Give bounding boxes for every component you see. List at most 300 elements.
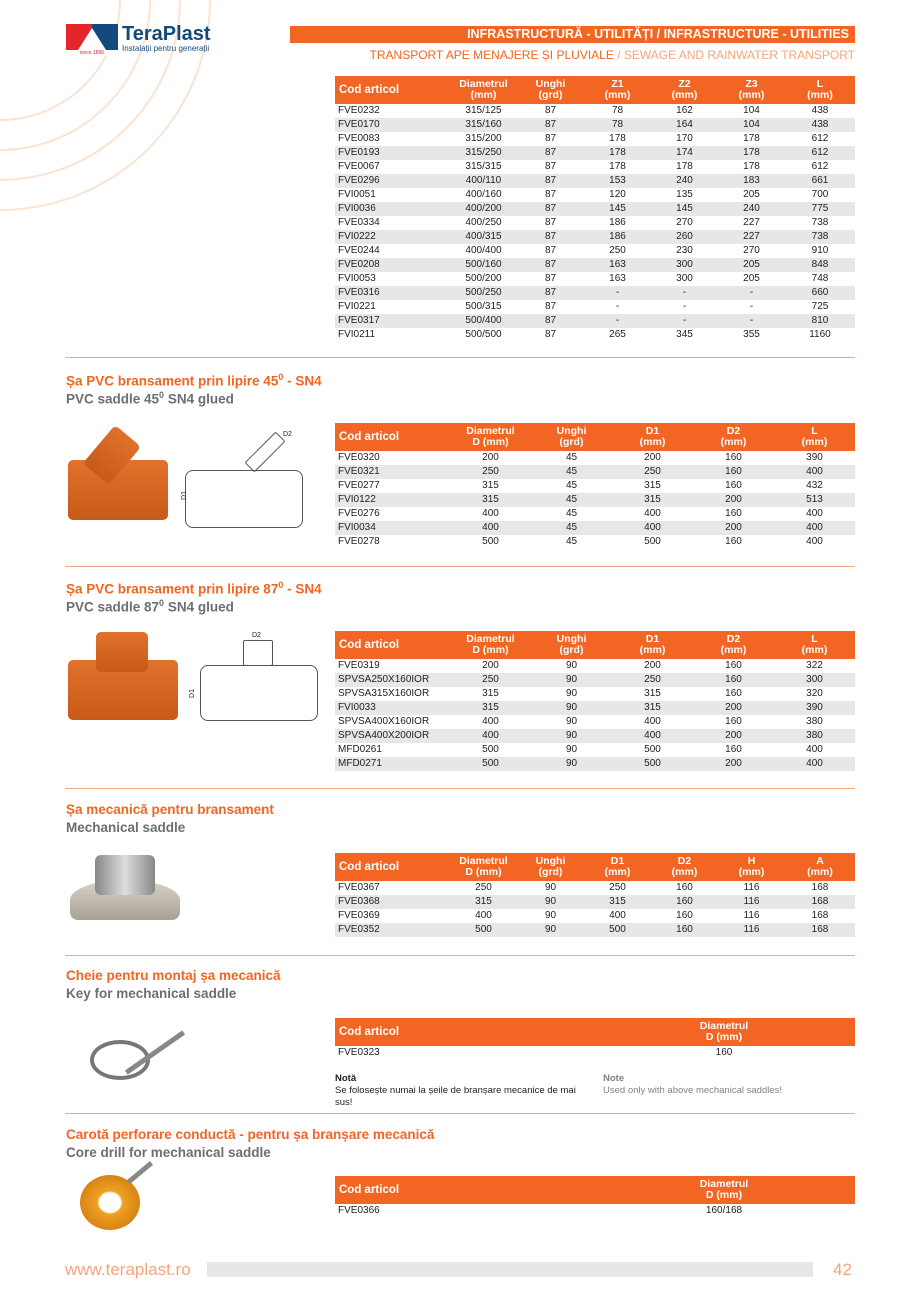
column-header: Unghi (grd): [531, 631, 612, 659]
table-cell: 315/200: [465, 133, 502, 144]
column-header: H (mm): [718, 853, 785, 881]
section-divider: [65, 1113, 855, 1114]
column-header: D2 (mm): [651, 853, 718, 881]
table-cell: 160: [725, 688, 742, 699]
table-header-row: [335, 1018, 855, 1046]
table-row: [335, 757, 855, 771]
table-cell: 315: [612, 493, 693, 507]
table-cell: 250: [612, 465, 693, 479]
table-row: [335, 132, 855, 146]
table-cell: 153: [584, 174, 651, 188]
article-code-cell: FVE0352: [335, 923, 450, 937]
section-title: Șa PVC bransament prin lipire $87^0 - SN4$: [66, 580, 322, 597]
article-code-cell: FVE0366: [338, 1205, 380, 1216]
table-cell: 315/160: [450, 118, 517, 132]
article-code-cell: FVI0051: [338, 189, 376, 200]
table-header-row: [335, 631, 855, 659]
table-cell: 315: [644, 688, 661, 699]
article-code-cell: MFD0261: [338, 744, 382, 755]
article-code-cell: FVI0034: [335, 521, 450, 535]
table-cell: 200: [693, 521, 774, 535]
table-cell: 160: [715, 1047, 733, 1058]
table-cell: 90: [517, 895, 584, 909]
footer-website-link[interactable]: www.teraplast.ro: [65, 1260, 191, 1279]
table-cell: 400: [806, 744, 823, 755]
table-row: [335, 272, 855, 286]
table-cell: 87: [544, 245, 557, 256]
table-cell: 250: [450, 465, 531, 479]
section-title: Șa mecanică pentru bransament: [66, 802, 274, 817]
table-cell: 400: [806, 508, 823, 519]
column-header: A (mm): [785, 853, 855, 881]
article-code-cell: FVI0122: [335, 493, 450, 507]
table-cell: 160: [651, 895, 718, 909]
table-cell: 500/160: [450, 258, 517, 272]
table-cell: 160: [676, 882, 693, 893]
table-cell: 45: [531, 465, 612, 479]
section-title: Carotă perforare conductă - pentru șa branșare mecanică: [66, 1127, 435, 1142]
table-cell: 500: [482, 744, 499, 755]
table-cell: 87: [544, 105, 557, 116]
table-row: [335, 230, 855, 244]
table-cell: 250: [450, 673, 531, 687]
table-cell: 315/125: [465, 105, 502, 116]
table-cell: 315/315: [465, 161, 502, 172]
table-cell: 400: [774, 757, 855, 771]
table-cell: 848: [785, 258, 855, 272]
table-row: [335, 104, 855, 118]
table-cell: 200: [693, 701, 774, 715]
subtitle-en: SEWAGE AND RAINWATER TRANSPORT: [623, 48, 855, 62]
logo-since: since 1896: [79, 50, 105, 56]
section-title: Cheie pentru montaj șa mecanică: [66, 968, 281, 983]
table-cell: 87: [544, 189, 557, 200]
table-cell: 87: [544, 273, 557, 284]
table-cell: 227: [743, 217, 760, 228]
table-cell: 400: [644, 508, 661, 519]
article-code-cell: FVE0317: [335, 314, 450, 328]
table-row: [335, 174, 855, 188]
article-code-cell: FVE0278: [338, 536, 380, 547]
table-cell: 432: [806, 480, 823, 491]
column-header: L (mm): [785, 76, 855, 104]
table-cell: 170: [676, 133, 693, 144]
table-cell: 315: [612, 701, 693, 715]
table-cell: 315: [450, 493, 531, 507]
table-cell: 315/250: [450, 146, 517, 160]
table-cell: 205: [718, 258, 785, 272]
subtitle-ro: TRANSPORT APE MENAJERE ȘI PLUVIALE: [369, 48, 614, 62]
table-cell: 145: [651, 202, 718, 216]
table-cell: 500: [450, 757, 531, 771]
table-cell: 104: [743, 105, 760, 116]
column-header: Cod articol: [335, 1018, 593, 1046]
table-row: [335, 743, 855, 757]
table-cell: 87: [544, 329, 557, 340]
table-cell: 45: [565, 480, 578, 491]
table-cell: 500/250: [450, 286, 517, 300]
table-cell: 400: [450, 729, 531, 743]
table-cell: 438: [785, 118, 855, 132]
table-cell: 661: [785, 174, 855, 188]
table-cell: 120: [609, 189, 626, 200]
section-divider: [65, 788, 855, 789]
table-cell: 186: [609, 217, 626, 228]
table-row: [335, 881, 855, 895]
category-subtitle: [290, 48, 855, 62]
article-code-cell: FVE0316: [335, 286, 450, 300]
product-table-saddle-45: [335, 423, 855, 549]
table-cell: 612: [811, 161, 829, 172]
table-row: [335, 479, 855, 493]
table-cell: 164: [651, 118, 718, 132]
column-header: Cod articol: [335, 853, 450, 881]
article-code-cell: FVE0193: [335, 146, 450, 160]
table-header-row: [335, 76, 855, 104]
column-header: L (mm): [774, 631, 855, 659]
table-cell: 160: [725, 660, 742, 671]
table-cell: 240: [651, 174, 718, 188]
table-row: [335, 118, 855, 132]
column-header: Cod articol: [335, 1176, 593, 1204]
article-code-cell: FVE0320: [338, 452, 380, 463]
table-cell: 87: [517, 146, 584, 160]
table-cell: 400: [774, 521, 855, 535]
table-cell: 500/400: [450, 314, 517, 328]
table-cell: 400: [482, 716, 499, 727]
table-cell: 400: [806, 536, 823, 547]
table-row: [335, 1204, 855, 1218]
column-header: Cod articol: [335, 631, 450, 659]
column-header: D2 (mm): [693, 631, 774, 659]
table-cell: 45: [565, 452, 578, 463]
table-cell: 45: [531, 521, 612, 535]
table-row: [335, 923, 855, 937]
note-en-text: Used only with above mechanical saddles!: [603, 1085, 783, 1096]
table-row: [335, 188, 855, 202]
note-ro: [335, 1073, 595, 1109]
table-cell: 168: [785, 895, 855, 909]
table-cell: 400: [612, 521, 693, 535]
table-row: [335, 146, 855, 160]
article-code-cell: FVI0211: [338, 329, 376, 340]
table-cell: -: [584, 314, 651, 328]
table-cell: 265: [609, 329, 626, 340]
table-cell: 500: [644, 536, 661, 547]
table-cell: 90: [531, 729, 612, 743]
note-ro-text: Se folosește numai la șeile de branșare mecanice de mai sus!: [335, 1085, 576, 1108]
table-cell: 87: [544, 301, 557, 312]
table-cell: 160: [725, 744, 742, 755]
table-row: [335, 160, 855, 174]
table-row: [335, 729, 855, 743]
table-row: [335, 535, 855, 549]
table-cell: 400/315: [450, 230, 517, 244]
table-cell: 400: [450, 521, 531, 535]
table-cell: 390: [806, 452, 823, 463]
table-cell: 300: [651, 258, 718, 272]
table-cell: 116: [718, 895, 785, 909]
table-cell: 178: [609, 133, 626, 144]
article-code-cell: MFD0271: [335, 757, 450, 771]
section-subtitle: PVC saddle $87^0$ SN4 glued: [66, 598, 234, 615]
table-cell: 90: [517, 923, 584, 937]
table-cell: 200: [693, 757, 774, 771]
note-ro-title: Notă: [335, 1073, 357, 1084]
table-cell: 725: [811, 301, 829, 312]
article-code-cell: FVE0208: [335, 258, 450, 272]
table-cell: 315: [584, 895, 651, 909]
article-code-cell: FVE0296: [335, 174, 450, 188]
section-divider: [65, 357, 855, 358]
table-cell: -: [718, 314, 785, 328]
teraplast-logo: [66, 24, 211, 56]
table-cell: 87: [517, 230, 584, 244]
article-code-cell: FVE0319: [338, 660, 380, 671]
table-cell: 270: [743, 245, 760, 256]
product-table-saddles-87: [335, 76, 855, 342]
table-cell: 400/400: [465, 245, 502, 256]
article-code-cell: FVI0033: [335, 701, 450, 715]
article-code-cell: FVE0276: [338, 508, 380, 519]
table-cell: 168: [811, 910, 829, 921]
article-code-cell: FVE0321: [335, 465, 450, 479]
table-row: [335, 521, 855, 535]
table-cell: 135: [676, 189, 693, 200]
table-cell: 162: [676, 105, 693, 116]
article-code-cell: FVI0221: [338, 301, 376, 312]
table-cell: 660: [785, 286, 855, 300]
table-cell: 116: [743, 882, 760, 893]
table-header-row: [335, 423, 855, 451]
table-cell: 78: [611, 105, 624, 116]
table-cell: -: [651, 314, 718, 328]
table-cell: 260: [651, 230, 718, 244]
table-cell: 160: [725, 480, 742, 491]
table-row: [335, 701, 855, 715]
table-cell: 612: [811, 133, 829, 144]
table-cell: 160/168: [705, 1205, 743, 1216]
table-cell: 400: [482, 508, 499, 519]
table-cell: 380: [774, 729, 855, 743]
table-cell: 700: [811, 189, 829, 200]
table-cell: 400/200: [450, 202, 517, 216]
article-code-cell: FVI0222: [335, 230, 450, 244]
table-cell: 178: [743, 133, 760, 144]
table-cell: 160: [725, 508, 742, 519]
table-cell: 230: [676, 245, 693, 256]
table-cell: 160: [693, 673, 774, 687]
table-cell: 90: [565, 688, 578, 699]
table-cell: 178: [609, 161, 626, 172]
article-code-cell: FVE0323: [338, 1047, 380, 1058]
table-cell: 400: [774, 465, 855, 479]
column-header: Unghi (grd): [517, 76, 584, 104]
table-cell: 345: [676, 329, 693, 340]
column-header: D1 (mm): [612, 631, 693, 659]
table-cell: -: [718, 286, 785, 300]
table-cell: 87: [517, 118, 584, 132]
column-header: Unghi (grd): [531, 423, 612, 451]
table-cell: 270: [676, 217, 693, 228]
table-cell: 910: [811, 245, 829, 256]
table-cell: 612: [785, 146, 855, 160]
column-header: Z1 (mm): [584, 76, 651, 104]
product-table-core-drill: [335, 1176, 855, 1218]
article-code-cell: FVE0083: [338, 133, 380, 144]
table-cell: 160: [693, 465, 774, 479]
table-cell: 90: [565, 660, 578, 671]
column-header: Diametrul D (mm): [593, 1018, 855, 1046]
table-cell: 390: [774, 701, 855, 715]
label-d1: D1: [188, 689, 196, 698]
table-cell: 250: [609, 882, 626, 893]
table-cell: 90: [565, 716, 578, 727]
table-cell: -: [651, 286, 718, 300]
table-cell: 90: [531, 757, 612, 771]
column-header: Cod articol: [335, 423, 450, 451]
table-cell: 400: [609, 910, 626, 921]
table-row: [335, 258, 855, 272]
table-cell: 315: [644, 480, 661, 491]
product-table-mechanical-saddle: [335, 853, 855, 937]
table-cell: 500: [584, 923, 651, 937]
table-cell: 178: [718, 146, 785, 160]
table-cell: 438: [811, 105, 829, 116]
table-row: [335, 216, 855, 230]
table-cell: 775: [785, 202, 855, 216]
article-code-cell: SPVSA250X160IOR: [335, 673, 450, 687]
table-row: [335, 673, 855, 687]
table-cell: 205: [743, 189, 760, 200]
table-cell: 87: [544, 161, 557, 172]
article-code-cell: FVE0367: [338, 882, 380, 893]
subtitle-separator: /: [613, 48, 624, 62]
table-cell: 87: [517, 202, 584, 216]
table-row: [335, 493, 855, 507]
table-cell: 163: [609, 273, 626, 284]
table-cell: 250: [475, 882, 492, 893]
table-cell: 168: [785, 923, 855, 937]
section-divider: [65, 955, 855, 956]
column-header: L (mm): [774, 423, 855, 451]
table-cell: 104: [718, 118, 785, 132]
table-cell: 163: [584, 258, 651, 272]
table-cell: 45: [531, 493, 612, 507]
column-header: Z3 (mm): [718, 76, 785, 104]
label-d2: D2: [252, 632, 261, 639]
table-cell: 186: [584, 230, 651, 244]
table-cell: 205: [743, 273, 760, 284]
table-cell: 200: [482, 452, 499, 463]
table-cell: 200: [644, 660, 661, 671]
table-cell: 87: [517, 258, 584, 272]
table-cell: 320: [806, 688, 823, 699]
table-cell: 160: [725, 536, 742, 547]
article-code-cell: FVE0369: [338, 910, 380, 921]
article-code-cell: FVE0244: [338, 245, 380, 256]
product-table-key: [335, 1018, 855, 1060]
table-cell: 183: [718, 174, 785, 188]
article-code-cell: FVI0036: [335, 202, 450, 216]
table-cell: 400/250: [465, 217, 502, 228]
product-table-saddle-87: [335, 631, 855, 771]
table-row: [335, 202, 855, 216]
page-number: 42: [833, 1260, 852, 1279]
article-code-cell: FVE0334: [338, 217, 380, 228]
label-d2: D2: [283, 431, 292, 438]
table-row: [335, 659, 855, 673]
table-cell: 300: [774, 673, 855, 687]
table-cell: -: [749, 301, 754, 312]
table-row: [335, 465, 855, 479]
table-cell: 500: [612, 757, 693, 771]
table-cell: 513: [774, 493, 855, 507]
section-subtitle: Core drill for mechanical saddle: [66, 1145, 271, 1160]
table-cell: 90: [531, 673, 612, 687]
category-banner: INFRASTRUCTURĂ - UTILITĂȚI / INFRASTRUCTURE - UTILITIES: [290, 26, 855, 43]
table-cell: 227: [718, 230, 785, 244]
table-cell: 400/160: [465, 189, 502, 200]
column-header: D1 (mm): [584, 853, 651, 881]
label-d1: D1: [180, 491, 188, 500]
table-cell: 90: [544, 910, 557, 921]
table-cell: 300: [676, 273, 693, 284]
article-code-cell: FVE0067: [338, 161, 380, 172]
table-row: [335, 451, 855, 465]
section-subtitle: Key for mechanical saddle: [66, 986, 237, 1001]
table-cell: 500: [482, 536, 499, 547]
table-cell: 160: [725, 716, 742, 727]
table-cell: 380: [806, 716, 823, 727]
column-header: Diametrul D (mm): [593, 1176, 855, 1204]
table-cell: 240: [718, 202, 785, 216]
section-title: Șa PVC bransament prin lipire $45^0 - SN4$: [66, 372, 322, 389]
table-cell: 87: [517, 314, 584, 328]
table-cell: 500: [450, 923, 517, 937]
table-row: [335, 715, 855, 729]
table-cell: 200: [644, 452, 661, 463]
column-header: Z2 (mm): [651, 76, 718, 104]
table-cell: 322: [806, 660, 823, 671]
table-row: [335, 687, 855, 701]
table-cell: 500/500: [465, 329, 502, 340]
table-row: [335, 244, 855, 258]
table-row: [335, 286, 855, 300]
table-cell: 90: [565, 744, 578, 755]
table-cell: 87: [544, 133, 557, 144]
table-cell: 160: [725, 452, 742, 463]
column-header: Diametrul (mm): [450, 76, 517, 104]
table-cell: 160: [651, 923, 718, 937]
section-divider: [65, 566, 855, 567]
column-header: Unghi (grd): [517, 853, 584, 881]
table-cell: 178: [743, 161, 760, 172]
table-cell: 400: [612, 729, 693, 743]
column-header: D2 (mm): [693, 423, 774, 451]
table-cell: 400: [644, 716, 661, 727]
table-row: [335, 314, 855, 328]
table-cell: 200: [693, 729, 774, 743]
table-cell: 45: [565, 536, 578, 547]
table-cell: 500/200: [465, 273, 502, 284]
table-cell: 500/315: [465, 301, 502, 312]
table-cell: 748: [811, 273, 829, 284]
table-cell: 178: [584, 146, 651, 160]
table-cell: -: [615, 301, 620, 312]
footer-bar: [207, 1262, 813, 1277]
section-subtitle: PVC saddle $45^0$ SN4 glued: [66, 390, 234, 407]
